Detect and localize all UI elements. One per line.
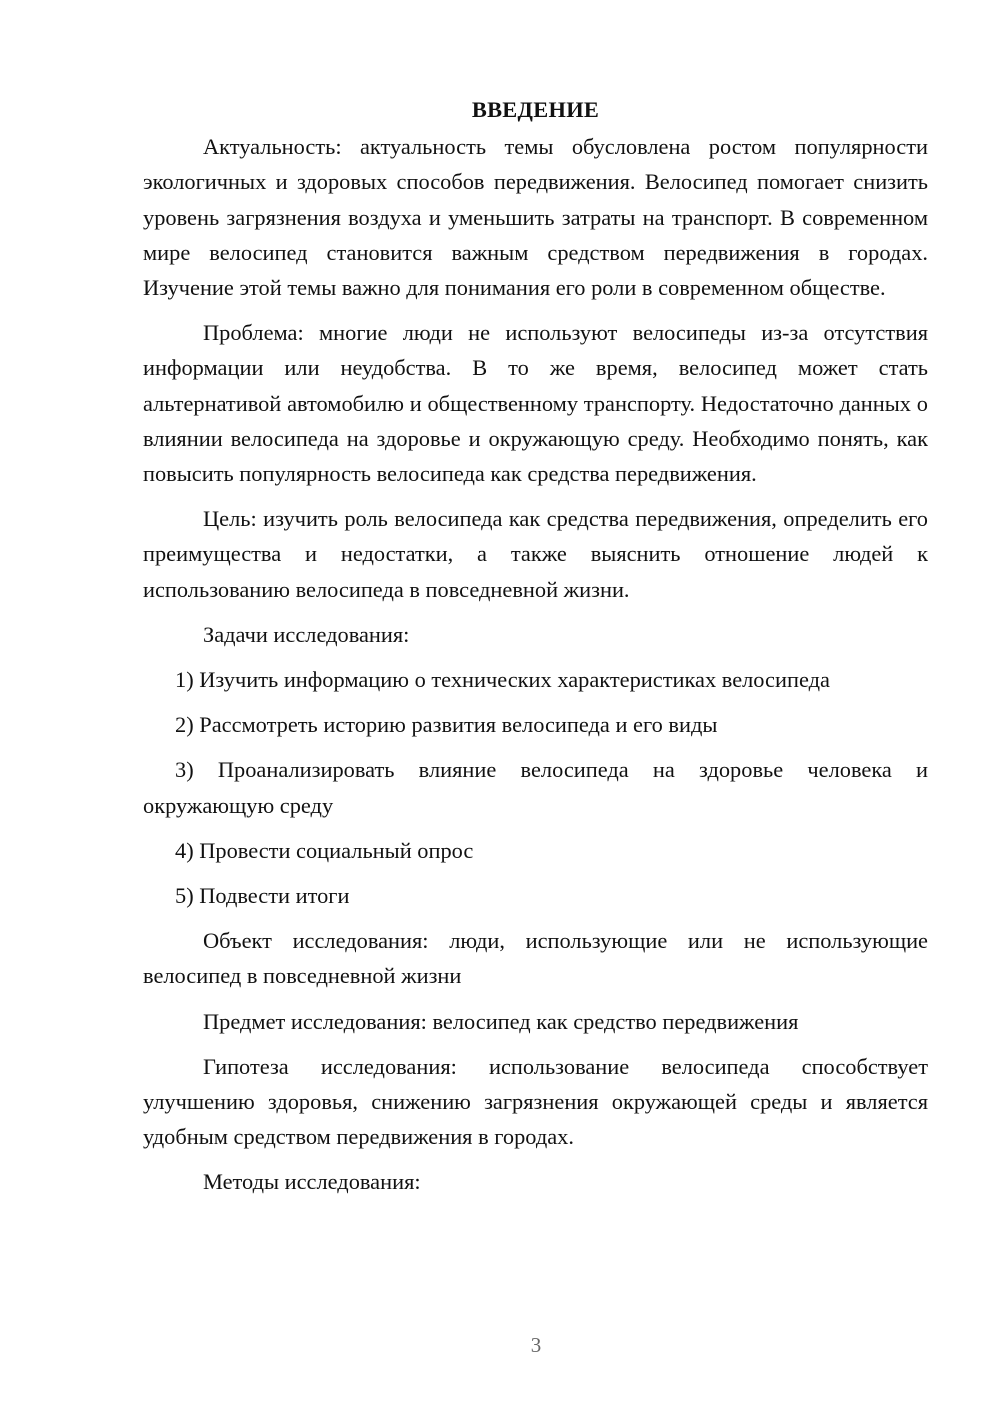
task-item-1: 1) Изучить информацию о технических характеристиках велосипеда [175, 667, 830, 693]
page-body [143, 92, 928, 1200]
methods-paragraph: Методы исследования: [203, 1169, 421, 1195]
task-item-2: 2) Рассмотреть историю развития велосипеда и его виды [175, 712, 718, 738]
relevance-paragraph: Актуальность: актуальность темы обусловлена ростом популярности экологичных и здоровых способов передвижения. Велосипед помогает снизить уровень загрязнения воздуха и уменьшить затраты на транспорт. В современном мире велосипед становится важным средством передвижения в городах. Изучение этой темы важно для понимания его роли в современном обществе. [143, 134, 928, 301]
object-paragraph: Объект исследования: люди, использующие или не использующие велосипед в повседневной жизни [143, 928, 928, 989]
problem-paragraph: Проблема: многие люди не используют велосипеды из-за отсутствия информации или неудобства. В то же время, велосипед может стать альтернативой автомобилю и общественному транспорту. Недостаточно данных о влиянии велосипеда на здоровье и окружающую среду. Необходимо понять, как повысить популярность велосипеда как средства передвижения. [143, 320, 928, 487]
task-item-4: 4) Провести социальный опрос [175, 837, 474, 863]
hypothesis-paragraph: Гипотеза исследования: использование велосипеда способствует улучшению здоровья, снижению загрязнения окружающей среды и является удобным средством передвижения в городах. [143, 1053, 928, 1150]
page-number: 3 [530, 1333, 542, 1357]
goal-paragraph: Цель: изучить роль велосипеда как средства передвижения, определить его преимущества и недостатки, а также выяснить отношение людей к использованию велосипеда в повседневной жизни. [143, 506, 928, 602]
subject-paragraph: Предмет исследования: велосипед как средство передвижения [203, 1008, 799, 1034]
tasks-heading: Задачи исследования: [203, 621, 410, 647]
task-item-5: 5) Подвести итоги [175, 883, 350, 909]
section-heading: ВВЕДЕНИЕ [471, 97, 600, 122]
task-item-3: 3) Проанализировать влияние велосипеда на здоровье человека и окружающую среду [143, 757, 928, 818]
